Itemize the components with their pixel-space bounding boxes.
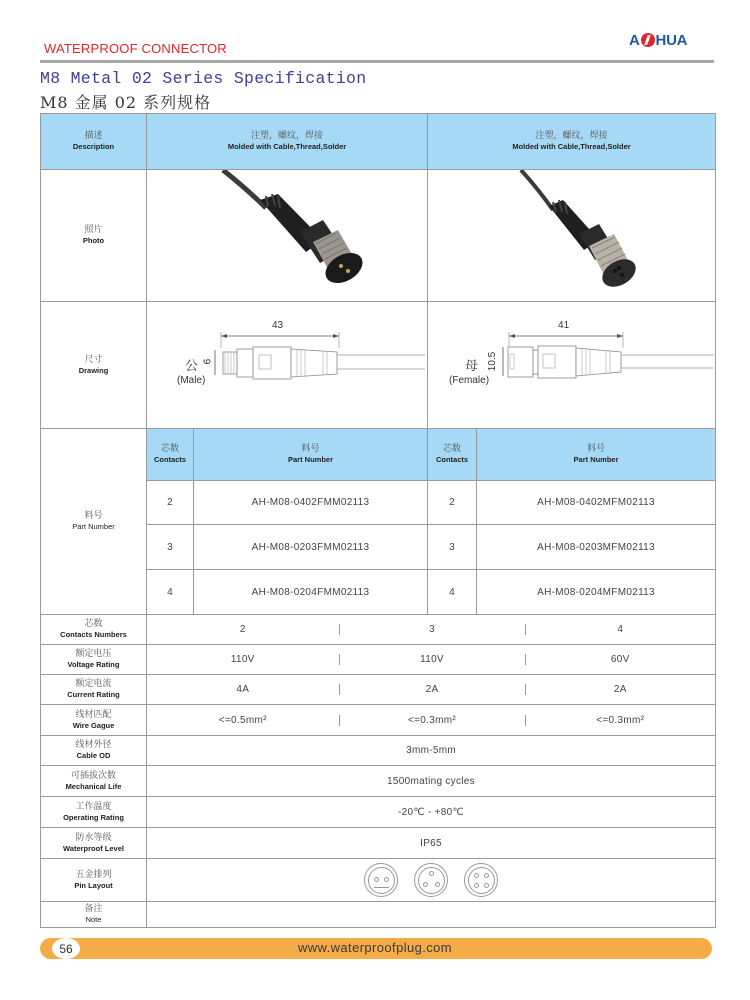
female-label-en: (Female) — [449, 375, 490, 386]
spec-label: 线材外径 Cable OD — [41, 736, 147, 766]
spec-value: 60V — [610, 654, 630, 665]
spec-value: 2 — [147, 624, 339, 635]
female-label-cn: 母 — [465, 359, 479, 374]
spec-value: 110V — [339, 654, 525, 665]
spec-value: IP65 — [147, 828, 716, 859]
spec-row-cable-od — [41, 736, 716, 766]
brand-tag: WATERPROOF CONNECTOR — [44, 41, 227, 56]
female-length-dimension: 41 — [558, 320, 570, 331]
description-row — [41, 114, 716, 170]
lightning-bolt-icon — [641, 33, 655, 47]
header-divider — [40, 60, 714, 63]
spec-value: 2A — [613, 684, 627, 695]
spec-label: 线材匹配 Wire Gague — [41, 705, 147, 736]
part-contacts-female: 2 — [428, 481, 477, 525]
drawing-row — [41, 302, 716, 429]
spec-row-waterproof — [41, 828, 716, 859]
part-number-male: AH-M08-0203FMM02113 — [194, 525, 428, 570]
spec-value: 4A — [147, 684, 339, 695]
female-contacts-header: 芯数 Contacts — [428, 429, 477, 481]
description-label: 描述 Description — [41, 114, 147, 170]
male-contacts-header: 芯数 Contacts — [147, 429, 194, 481]
spec-label: 工作温度 Operating Rating — [41, 797, 147, 828]
spec-value: <=0.3mm² — [339, 715, 525, 726]
spec-row-wire-gauge — [41, 705, 716, 736]
part-number-male: AH-M08-0204FMM02113 — [194, 570, 428, 615]
pin-layout-3-icon — [414, 863, 448, 897]
spec-value: 4 — [617, 624, 624, 635]
female-drawing — [428, 302, 716, 429]
spec-value: 3mm-5mm — [147, 736, 716, 766]
photo-label: 照片 Photo — [41, 170, 147, 302]
spec-row-operating-temp — [41, 797, 716, 828]
part-contacts-female: 3 — [428, 525, 477, 570]
part-number-female: AH-M08-0204MFM02113 — [477, 570, 716, 615]
spec-label: 芯数 Contacts Numbers — [41, 615, 147, 645]
male-connector-image — [148, 170, 426, 298]
spec-value: -20℃ - +80℃ — [147, 797, 716, 828]
male-length-dimension: 43 — [272, 320, 284, 331]
photo-row — [41, 170, 716, 302]
male-diameter-dimension: 9 — [200, 358, 212, 365]
page-title-cn: M8 金属 02 系列规格 — [40, 93, 212, 112]
pin-layout-2-icon — [364, 863, 398, 897]
spec-row-contacts — [41, 615, 716, 645]
spec-row-mechanical-life — [41, 766, 716, 797]
spec-value: 1500mating cycles — [147, 766, 716, 797]
spec-value: 3 — [339, 624, 525, 635]
drawing-label: 尺寸 Drawing — [41, 302, 147, 429]
description-female: 注塑，螺纹，焊接 Molded with Cable,Thread,Solder — [428, 114, 716, 170]
page-title-en: M8 Metal 02 Series Specification — [40, 69, 367, 88]
page-number: 56 — [52, 938, 80, 959]
male-drawing — [147, 302, 428, 429]
part-number-female: AH-M08-0402MFM02113 — [477, 481, 716, 525]
spec-table — [40, 113, 716, 928]
spec-value: 110V — [147, 654, 339, 665]
logo-text-left: A — [629, 31, 640, 49]
spec-label: 额定电压 Voltage Rating — [41, 645, 147, 675]
male-connector-photo — [147, 170, 428, 302]
website-link[interactable]: www.waterproofplug.com — [297, 940, 453, 955]
male-label-en: (Male) — [177, 375, 206, 386]
part-contacts-female: 4 — [428, 570, 477, 615]
part-number-header-row — [41, 429, 716, 481]
female-part-header: 料号 Part Number — [477, 429, 716, 481]
spec-row-voltage — [41, 645, 716, 675]
pin-layout-diagrams — [147, 863, 715, 897]
spec-label: 额定电流 Current Rating — [41, 675, 147, 705]
part-contacts-male: 3 — [147, 525, 194, 570]
part-number-female: AH-M08-0203MFM02113 — [477, 525, 716, 570]
note-value — [147, 902, 716, 928]
spec-label: 防水等级 Waterproof Level — [41, 828, 147, 859]
spec-label: 五金排列 Pin Layout — [41, 859, 147, 902]
female-connector-image — [429, 170, 715, 298]
description-male: 注塑，螺纹，焊接 Molded with Cable,Thread,Solder — [147, 114, 428, 170]
note-row — [41, 902, 716, 928]
aohua-logo — [629, 28, 703, 52]
part-number-male: AH-M08-0402FMM02113 — [194, 481, 428, 525]
spec-value: <=0.5mm² — [147, 715, 339, 726]
spec-label: 可插拔次数 Mechanical Life — [41, 766, 147, 797]
spec-value: 2A — [339, 684, 525, 695]
spec-value: <=0.3mm² — [596, 714, 645, 726]
pin-layout-row — [41, 859, 716, 902]
female-diameter-dimension: 10.5 — [487, 351, 499, 372]
note-label: 备注 Note — [41, 902, 147, 928]
logo-text-right: HUA — [655, 31, 688, 49]
female-connector-photo — [428, 170, 716, 302]
male-label-cn: 公 — [185, 359, 199, 374]
pin-layout-4-icon — [464, 863, 498, 897]
spec-row-current — [41, 675, 716, 705]
male-part-header: 料号 Part Number — [194, 429, 428, 481]
part-contacts-male: 2 — [147, 481, 194, 525]
part-contacts-male: 4 — [147, 570, 194, 615]
part-number-label: 料号 Part Number — [41, 429, 147, 615]
